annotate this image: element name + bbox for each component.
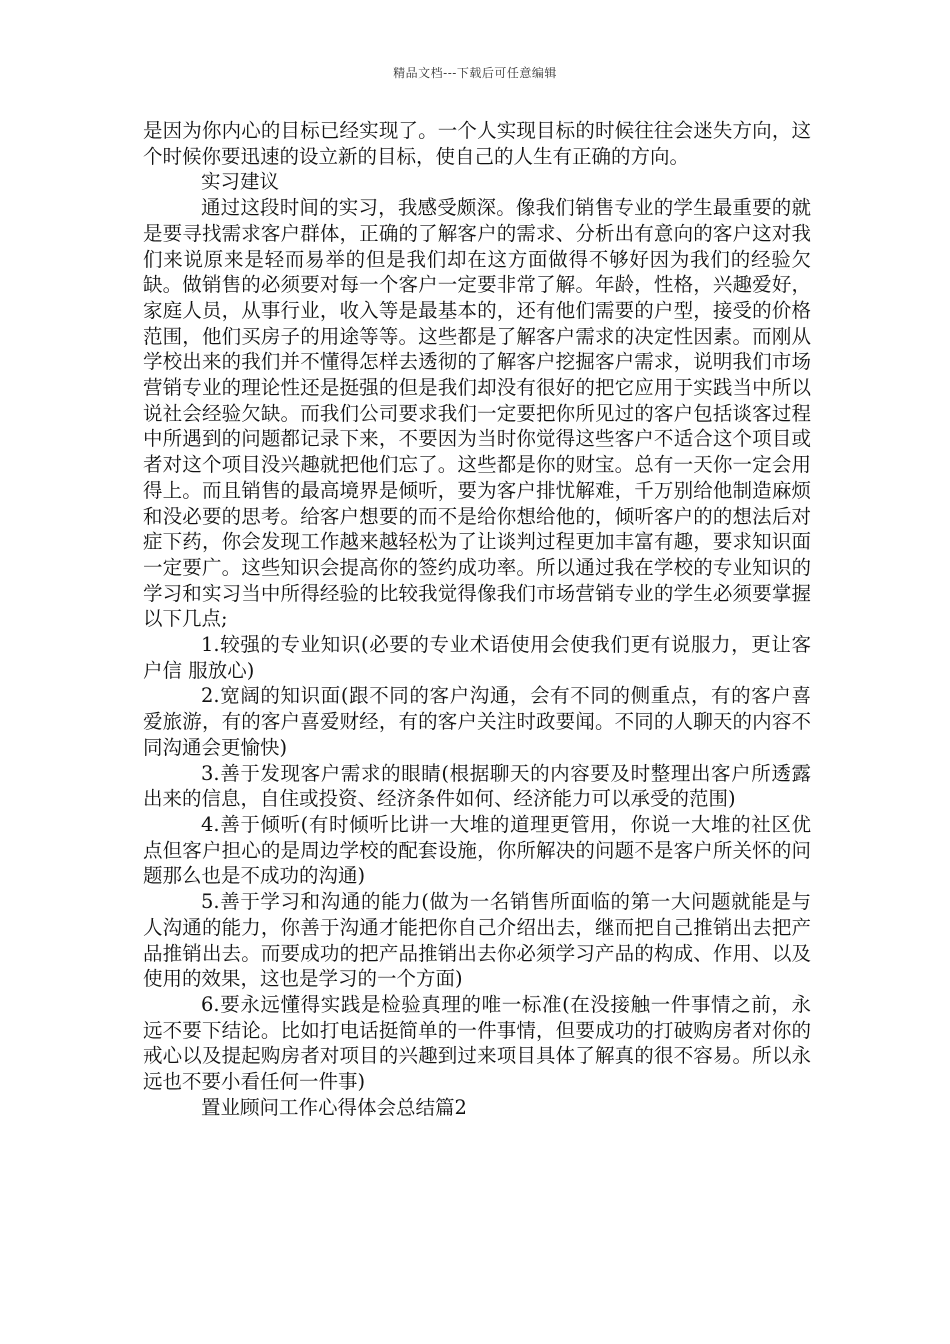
list-item-4: 4.善于倾听(有时倾听比讲一大堆的道理更管用，你说一大堆的社区优点但客户担心的是周边学校的配套设施，你所解决的问题不是客户所关怀的问题那么也是不成功的沟通) — [143, 812, 811, 888]
list-item-5: 5.善于学习和沟通的能力(做为一名销售所面临的第一大问题就能是与人沟通的能力，你善于沟通才能把你自己介绍出去，继而把自己推销出去把产品推销出去。而要成功的把产品推销出去你必须学习产品的构成、作用、以及使用的效果，这也是学习的一个方面) — [143, 890, 811, 991]
section-title-part-2: 置业顾问工作心得体会总结篇2 — [201, 1095, 467, 1119]
page-header: 精品文档---下载后可任意编辑 — [393, 66, 557, 80]
section-heading-internship-advice: 实习建议 — [201, 170, 280, 194]
paragraph-continuation: 是因为你内心的目标已经实现了。一个人实现目标的时候往往会迷失方向，这个时候你要迅速的设立新的目标，使自己的人生有正确的方向。 — [143, 119, 811, 168]
list-item-6: 6.要永远懂得实践是检验真理的唯一标准(在没接触一件事情之前，永远不要下结论。比如打电话挺简单的一件事情，但要成功的打破购房者对你的戒心以及提起购房者对项目的兴趣到过来项目具体了解真的很不容易。所以永远也不要小看任何一件事) — [143, 992, 811, 1094]
list-item-2: 2.宽阔的知识面(跟不同的客户沟通，会有不同的侧重点，有的客户喜爱旅游，有的客户喜爱财经，有的客户关注时政要闻。不同的人聊天的内容不同沟通会更愉快) — [143, 684, 811, 759]
document-body — [143, 118, 811, 1120]
list-item-3: 3.善于发现客户需求的眼睛(根据聊天的内容要及时整理出客户所透露出来的信息，自住或投资、经济条件如何、经济能力可以承受的范围) — [143, 761, 811, 811]
paragraph-main: 通过这段时间的实习，我感受颇深。像我们销售专业的学生最重要的就是要寻找需求客户群体，正确的了解客户的需求、分析出有意向的客户这对我们来说原来是轻而易举的但是我们却在这方面做得不够好因为我们的经验欠缺。做销售的必须要对每一个客户一定要非常了解。年龄，性格，兴趣爱好，家庭人员，从事行业，收入等是最基本的，还有他们需要的户型，接受的价格范围，他们买房子的用途等等。这些都是了解客户需求的决定性因素。而刚从学校出来的我们并不懂得怎样去透彻的了解客户挖掘客户需求，说明我们市场营销专业的理论性还是挺强的但是我们却没有很好的把它应用于实践当中所以说社会经验欠缺。而我们公司要求我们一定要把你所见过的客户包括谈客过程中所遇到的问题都记录下来，不要因为当时你觉得这些客户不适合这个项目或者对这个项目没兴趣就把他们忘了。这些都是你的财宝。总有一天你一定会用得上。而且销售的最高境界是倾听，要为客户排忧解难，千万别给他制造麻烦和没必要的思考。给客户想要的而不是给你想给他的，倾听客户的的想法后对症下药，你会发现工作越来越轻松为了让谈判过程更加丰富有趣，要求知识面一定要广。这些知识会提高你的签约成功率。所以通过我在学校的专业知识的学习和实习当中所得经验的比较我觉得像我们市场营销专业的学生必须要掌握以下几点; — [143, 196, 811, 631]
list-item-1: 1.较强的专业知识(必要的专业术语使用会使我们更有说服力，更让客户信 服放心) — [143, 633, 811, 682]
